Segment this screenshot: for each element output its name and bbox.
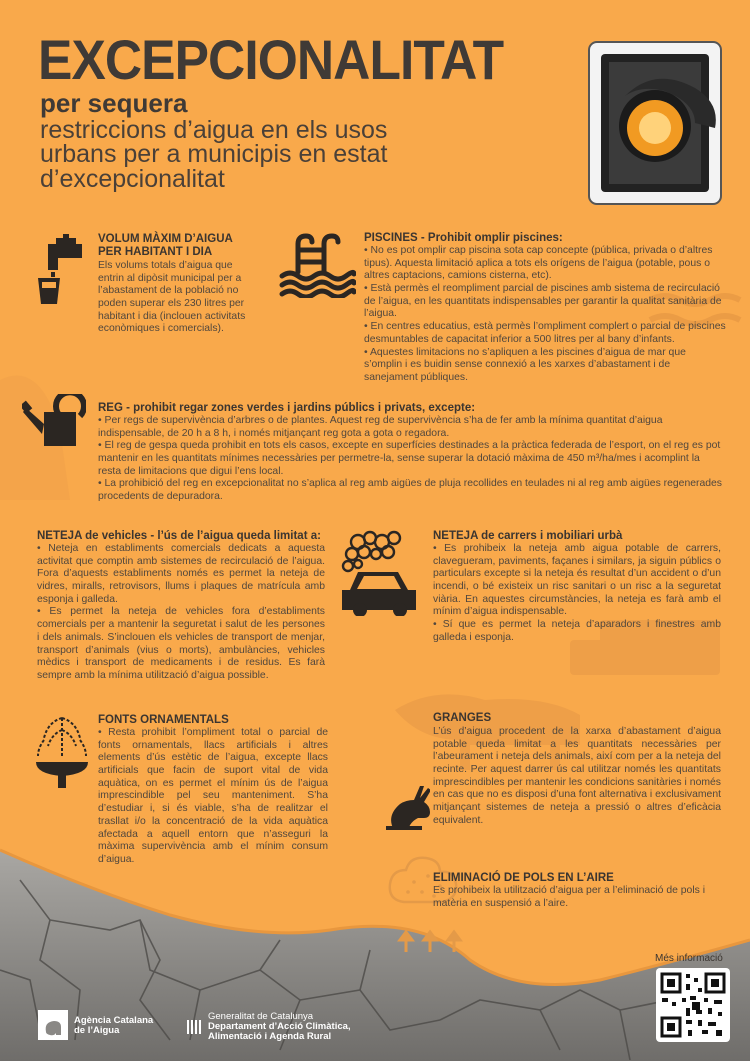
section-body-vehicles xyxy=(37,543,325,683)
vehicles-item: • Es permet la neteja de vehicles fora d’establiments comercials per a mantenir la seguretat i salut de les persones i dels animals. S’inclouen els vehicles de transport de menjar, transport d’animals (vius o morts), ambulàncies, vehicles mèdics i transport de medicaments i de residus. Es farà sempre amb la mínima utilització d’aigua possible. xyxy=(37,606,325,681)
section-title-vehicles: NETEJA de vehicles - l’ús de l’aigua queda limitat a: xyxy=(37,530,321,542)
section-title-volum: VOLUM MÀXIM D’AIGUA PER HABITANT I DIA xyxy=(98,233,233,259)
more-info-label: Més informació xyxy=(655,953,723,964)
car-wash-icon xyxy=(340,528,420,616)
aca-name-line2: de l’Aigua xyxy=(74,1025,120,1036)
generalitat-line1: Generalitat de Catalunya xyxy=(208,1011,314,1022)
fountain-icon xyxy=(34,710,90,790)
rabbit-icon xyxy=(384,782,430,832)
reg-item: • Per regs de supervivència d’arbres o de plantes. Aquest reg de supervivència s’ha de fer amb la mínima quantitat d’aigua indispensable, de 20 h a 8 h, i només mitjançant reg gota a gota o regadora. xyxy=(98,415,663,439)
carrers-item: • Es prohibeix la neteja amb aigua potable de carrers, clavegueram, paviments, façanes i similars, ja siguin públics o particulars excepte si la neteja és resultat d’un accident o d’un incendi, o bé existeix un risc sanitari o un risc a la seguretat viària. En aquestes circumstàncies, la neteja es farà amb el mínim d’aigua indispensable. xyxy=(433,543,721,618)
section-body-volum: Els volums totals d’aigua que entrin al dipòsit municipal per a l’abastament de la població no poden superar els 230 litres per habitant i dia (inclouen activitats econòmiques i comercials). xyxy=(98,260,246,335)
section-body-carrers xyxy=(433,543,721,645)
section-title-carrers: NETEJA de carrers i mobiliari urbà xyxy=(433,530,623,542)
generalitat-line2: Departament d’Acció Climàtica, xyxy=(208,1020,351,1032)
traffic-light-icon xyxy=(585,38,725,208)
watering-can-icon xyxy=(22,394,86,448)
aca-name-line1: Agència Catalana xyxy=(74,1015,154,1027)
page-description: restriccions d’aigua en els usos urbans per a municipis en estat d’excepcionalitat xyxy=(40,116,388,193)
faucet-glass-icon xyxy=(36,234,92,304)
piscines-item: • En centres educatius, està permès l’ompliment complert o parcial de piscines desmuntables de capacitat inferior a 500 litres per al bany d’infants. xyxy=(364,321,726,345)
piscines-item: • Està permès el reompliment parcial de piscines amb sistema de recirculació de l’aigua, en les quantitats indispensables per garantir la qualitat sanitària de l’aigua. xyxy=(364,283,722,320)
section-title-granges: GRANGES xyxy=(433,712,492,724)
aca-logo xyxy=(38,1010,153,1042)
section-title-reg: REG - prohibit regar zones verdes i jardins públics i privats, excepte: xyxy=(98,402,476,414)
page-title: EXCEPCIONALITAT xyxy=(38,28,504,91)
carrers-item: • Sí que es permet la neteja d’aparadors i finestres amb galleda i esponja. xyxy=(433,619,721,643)
qr-code-image xyxy=(656,968,730,1042)
generalitat-line3: Alimentació i Agenda Rural xyxy=(208,1030,332,1042)
section-title-pols: ELIMINACIÓ DE POLS EN L’AIRE xyxy=(433,872,614,884)
section-title-fonts: FONTS ORNAMENTALS xyxy=(98,714,229,726)
section-body-reg xyxy=(98,415,722,504)
section-body-granges: L’ús d’aigua procedent de la xarxa d’abastament d’aigua potable queda limitat a les quantitats necessàries per l’abeurament i neteja dels animals, així com per a la neteja del recinte. Per aquest darrer ús cal utilitzar només les quantitats imprescindibles per mantenir les condicions sanitàries i només en cas que no es disposi d’una font alternativa i exclusivament mitjançant sistemes de neteja a pressió o altres d’eficàcia equivalent. xyxy=(433,726,721,826)
aca-logo-icon xyxy=(38,1010,68,1042)
section-title-piscines: PISCINES - Prohibit omplir piscines: xyxy=(364,232,563,244)
generalitat-logo xyxy=(186,1012,351,1042)
page-subtitle: per sequera xyxy=(40,88,188,118)
piscines-item: • No es pot omplir cap piscina sota cap concepte (pública, privada o d’altres tipus). Aquesta limitació aplica a tots els orígens de l’aigua (potable, pous o altres captacions, camions cisterna, etc). xyxy=(364,245,713,282)
section-body-fonts: • Resta prohibit l’ompliment total o parcial de fonts ornamentals, llacs artificials i altres elements d’ús estètic de l’aigua, excepte llacs artificials que facin de suport vital de vida aquàtica, on es permet el mínim ús de l’aigua imprescindible pel seu manteniment. S’ha d’estudiar i, si és viable, s’ha de realitzar el trasllat i/o la concentració de la vida aquàtica afectada a aquell entorn que n’asseguri la màxima supervivència amb el mínim consum d’aigua. xyxy=(98,727,328,865)
section-body-pols: Es prohibeix la utilització d’aigua per a l’eliminació de pols i matèria en suspensió a l’aire. xyxy=(433,885,706,909)
swimming-pool-icon xyxy=(278,232,356,298)
reg-item: • La prohibició del reg en excepcionalitat no s’aplica al reg amb aigües de pluja recollides en teulades ni al reg amb aigües regenerades procedents de depuradora. xyxy=(98,478,723,503)
generalitat-emblem-icon xyxy=(186,1018,202,1036)
reg-item: • El reg de gespa queda prohibit en tots els casos, excepte en superfícies destinades a la pràctica federada de l’esport, on el reg es pot mantenir en les quantitats mínimes necessàries per permetre-la, sense superar la dotació màxima de 450 m³/ha/mes i acomplint la resta de limitacions que digui l’ens local. xyxy=(98,440,721,477)
qr-code[interactable] xyxy=(656,968,730,1042)
section-body-piscines xyxy=(364,245,726,385)
piscines-item: • Aquestes limitacions no s’apliquen a les piscines d’aigua de mar que s’omplin i es buidin sense connexió a les xarxes d’abastament i de sanejament públiques. xyxy=(364,346,686,383)
vehicles-item: • Neteja en establiments comercials dedicats a aquesta activitat que comptin amb sistemes de recirculació de l’aigua. Fora d’aquests establiments només es permet la neteja de vidres, miralls, retrovisors, llums i plaques de matrícula amb esponja i galleda. xyxy=(37,543,325,605)
